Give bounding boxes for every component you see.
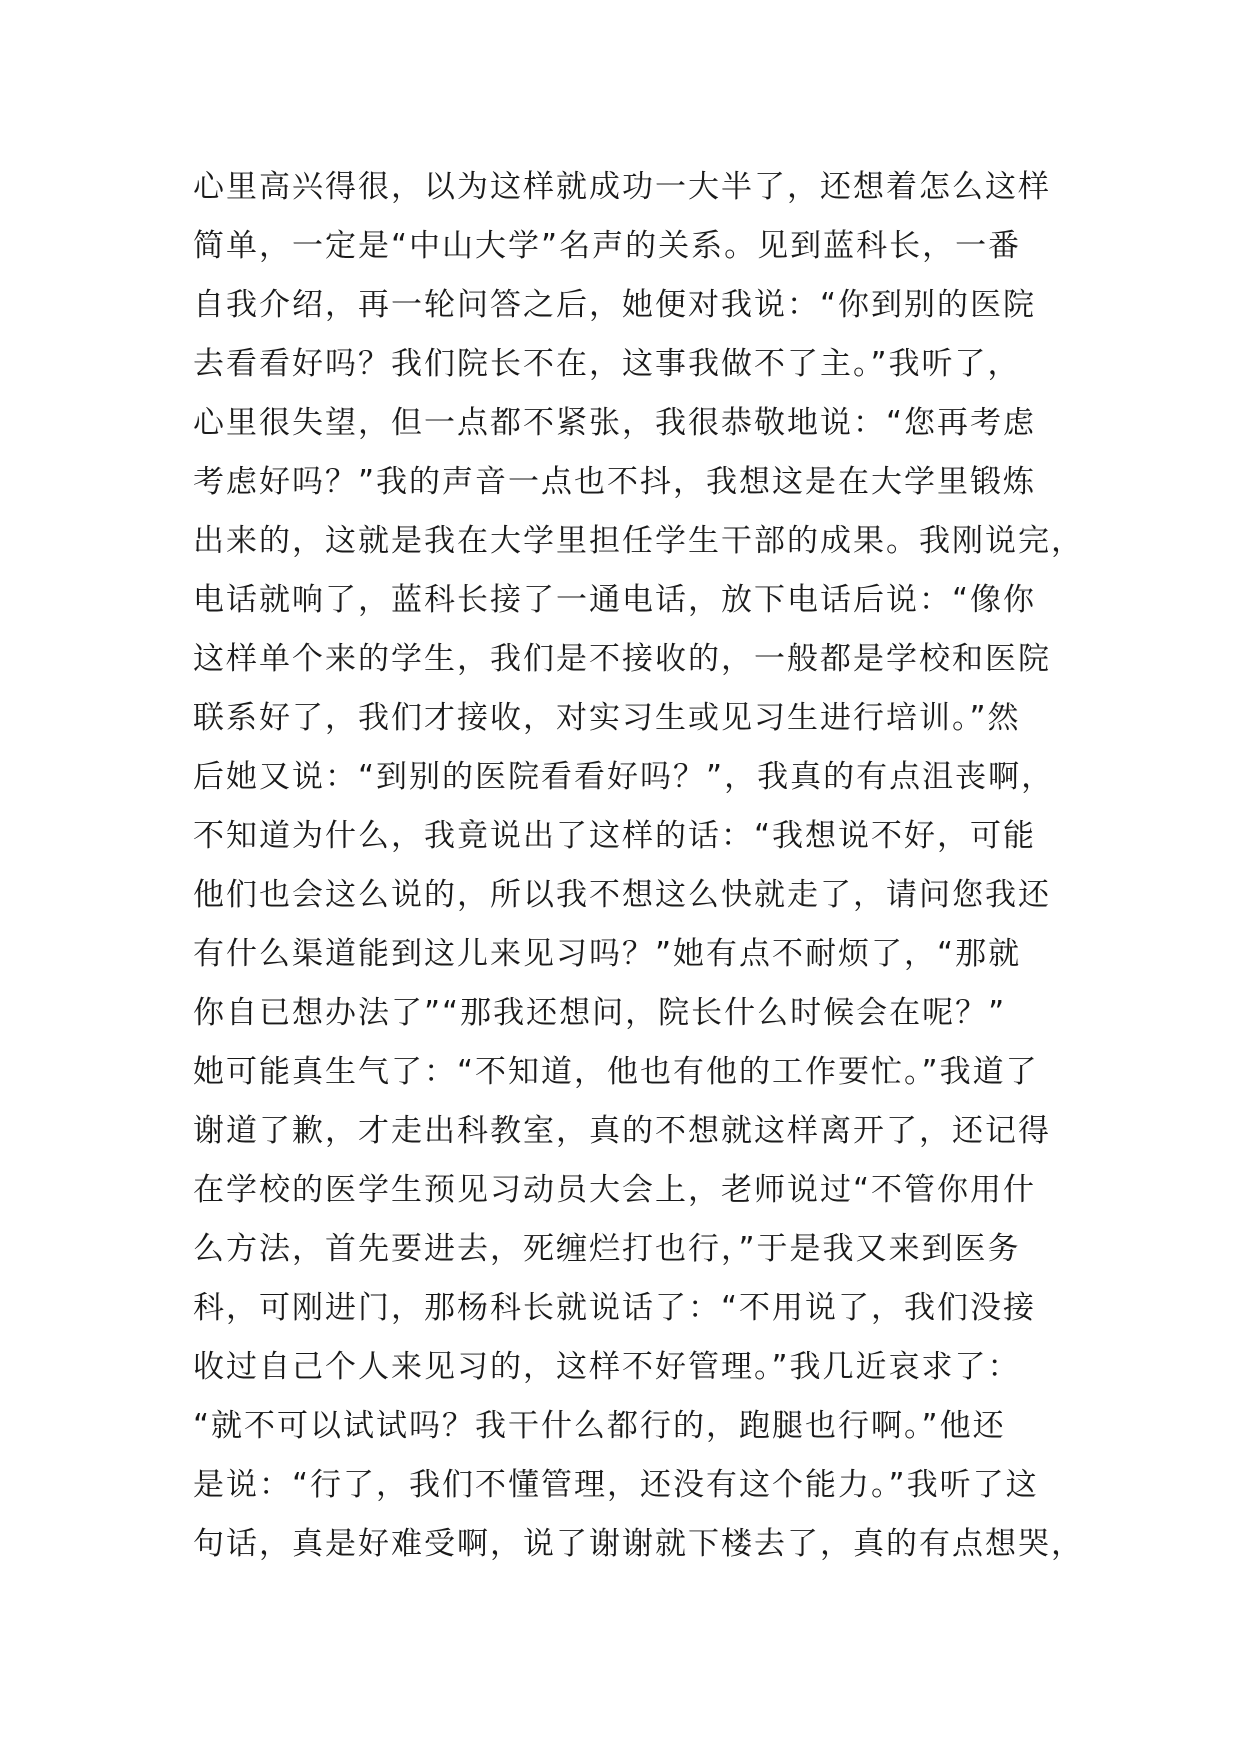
text-line: 电话就响了，蓝科长接了一通电话，放下电话后说：“像你 <box>193 582 1037 618</box>
text-line: 你自已想办法了”“那我还想问，院长什么时候会在呢？” <box>193 995 1007 1031</box>
text-line: 不知道为什么，我竟说出了这样的话：“我想说不好，可能 <box>193 818 1037 854</box>
body-text <box>193 158 1084 1574</box>
text-line: 简单，一定是“中山大学”名声的关系。见到蓝科长，一番 <box>193 228 1022 264</box>
text-line: 心里很失望，但一点都不紧张，我很恭敬地说：“您再考虑 <box>193 405 1037 441</box>
text-line: 自我介绍，再一轮问答之后，她便对我说：“你到别的医院 <box>193 287 1037 323</box>
text-line: 句话，真是好难受啊，说了谢谢就下楼去了，真的有点想哭， <box>193 1526 1084 1562</box>
text-line: 么方法，首先要进去，死缠烂打也行，”于是我又来到医务 <box>193 1231 1021 1267</box>
text-line: 去看看好吗？我们院长不在，这事我做不了主。”我听了， <box>193 346 1021 382</box>
text-line: 心里高兴得很，以为这样就成功一大半了，还想着怎么这样 <box>193 169 1051 205</box>
text-line: 后她又说：“到别的医院看看好吗？”，我真的有点沮丧啊， <box>193 759 1055 795</box>
text-line: 他们也会这么说的，所以我不想这么快就走了，请问您我还 <box>193 877 1051 913</box>
text-line: 收过自己个人来见习的，这样不好管理。”我几近哀求了： <box>193 1349 1021 1385</box>
text-line: 是说：“行了，我们不懂管理，还没有这个能力。”我听了这 <box>193 1467 1039 1503</box>
text-line: 有什么渠道能到这儿来见习吗？”她有点不耐烦了，“那就 <box>193 936 1022 972</box>
text-line: 科，可刚进门，那杨科长就说话了：“不用说了，我们没接 <box>193 1290 1037 1326</box>
text-line: 考虑好吗？”我的声音一点也不抖，我想这是在大学里锻炼 <box>193 464 1037 500</box>
text-line: “就不可以试试吗？我干什么都行的，跑腿也行啊。”他还 <box>193 1408 1006 1444</box>
text-line: 出来的，这就是我在大学里担任学生干部的成果。我刚说完， <box>193 523 1084 559</box>
text-line: 谢道了歉，才走出科教室，真的不想就这样离开了，还记得 <box>193 1113 1051 1149</box>
text-line: 在学校的医学生预见习动员大会上，老师说过“不管你用什 <box>193 1172 1037 1208</box>
text-line: 联系好了，我们才接收，对实习生或见习生进行培训。”然 <box>193 700 1021 736</box>
text-line: 她可能真生气了：“不知道，他也有他的工作要忙。”我道了 <box>193 1054 1039 1090</box>
text-line: 这样单个来的学生，我们是不接收的，一般都是学校和医院 <box>193 641 1051 677</box>
